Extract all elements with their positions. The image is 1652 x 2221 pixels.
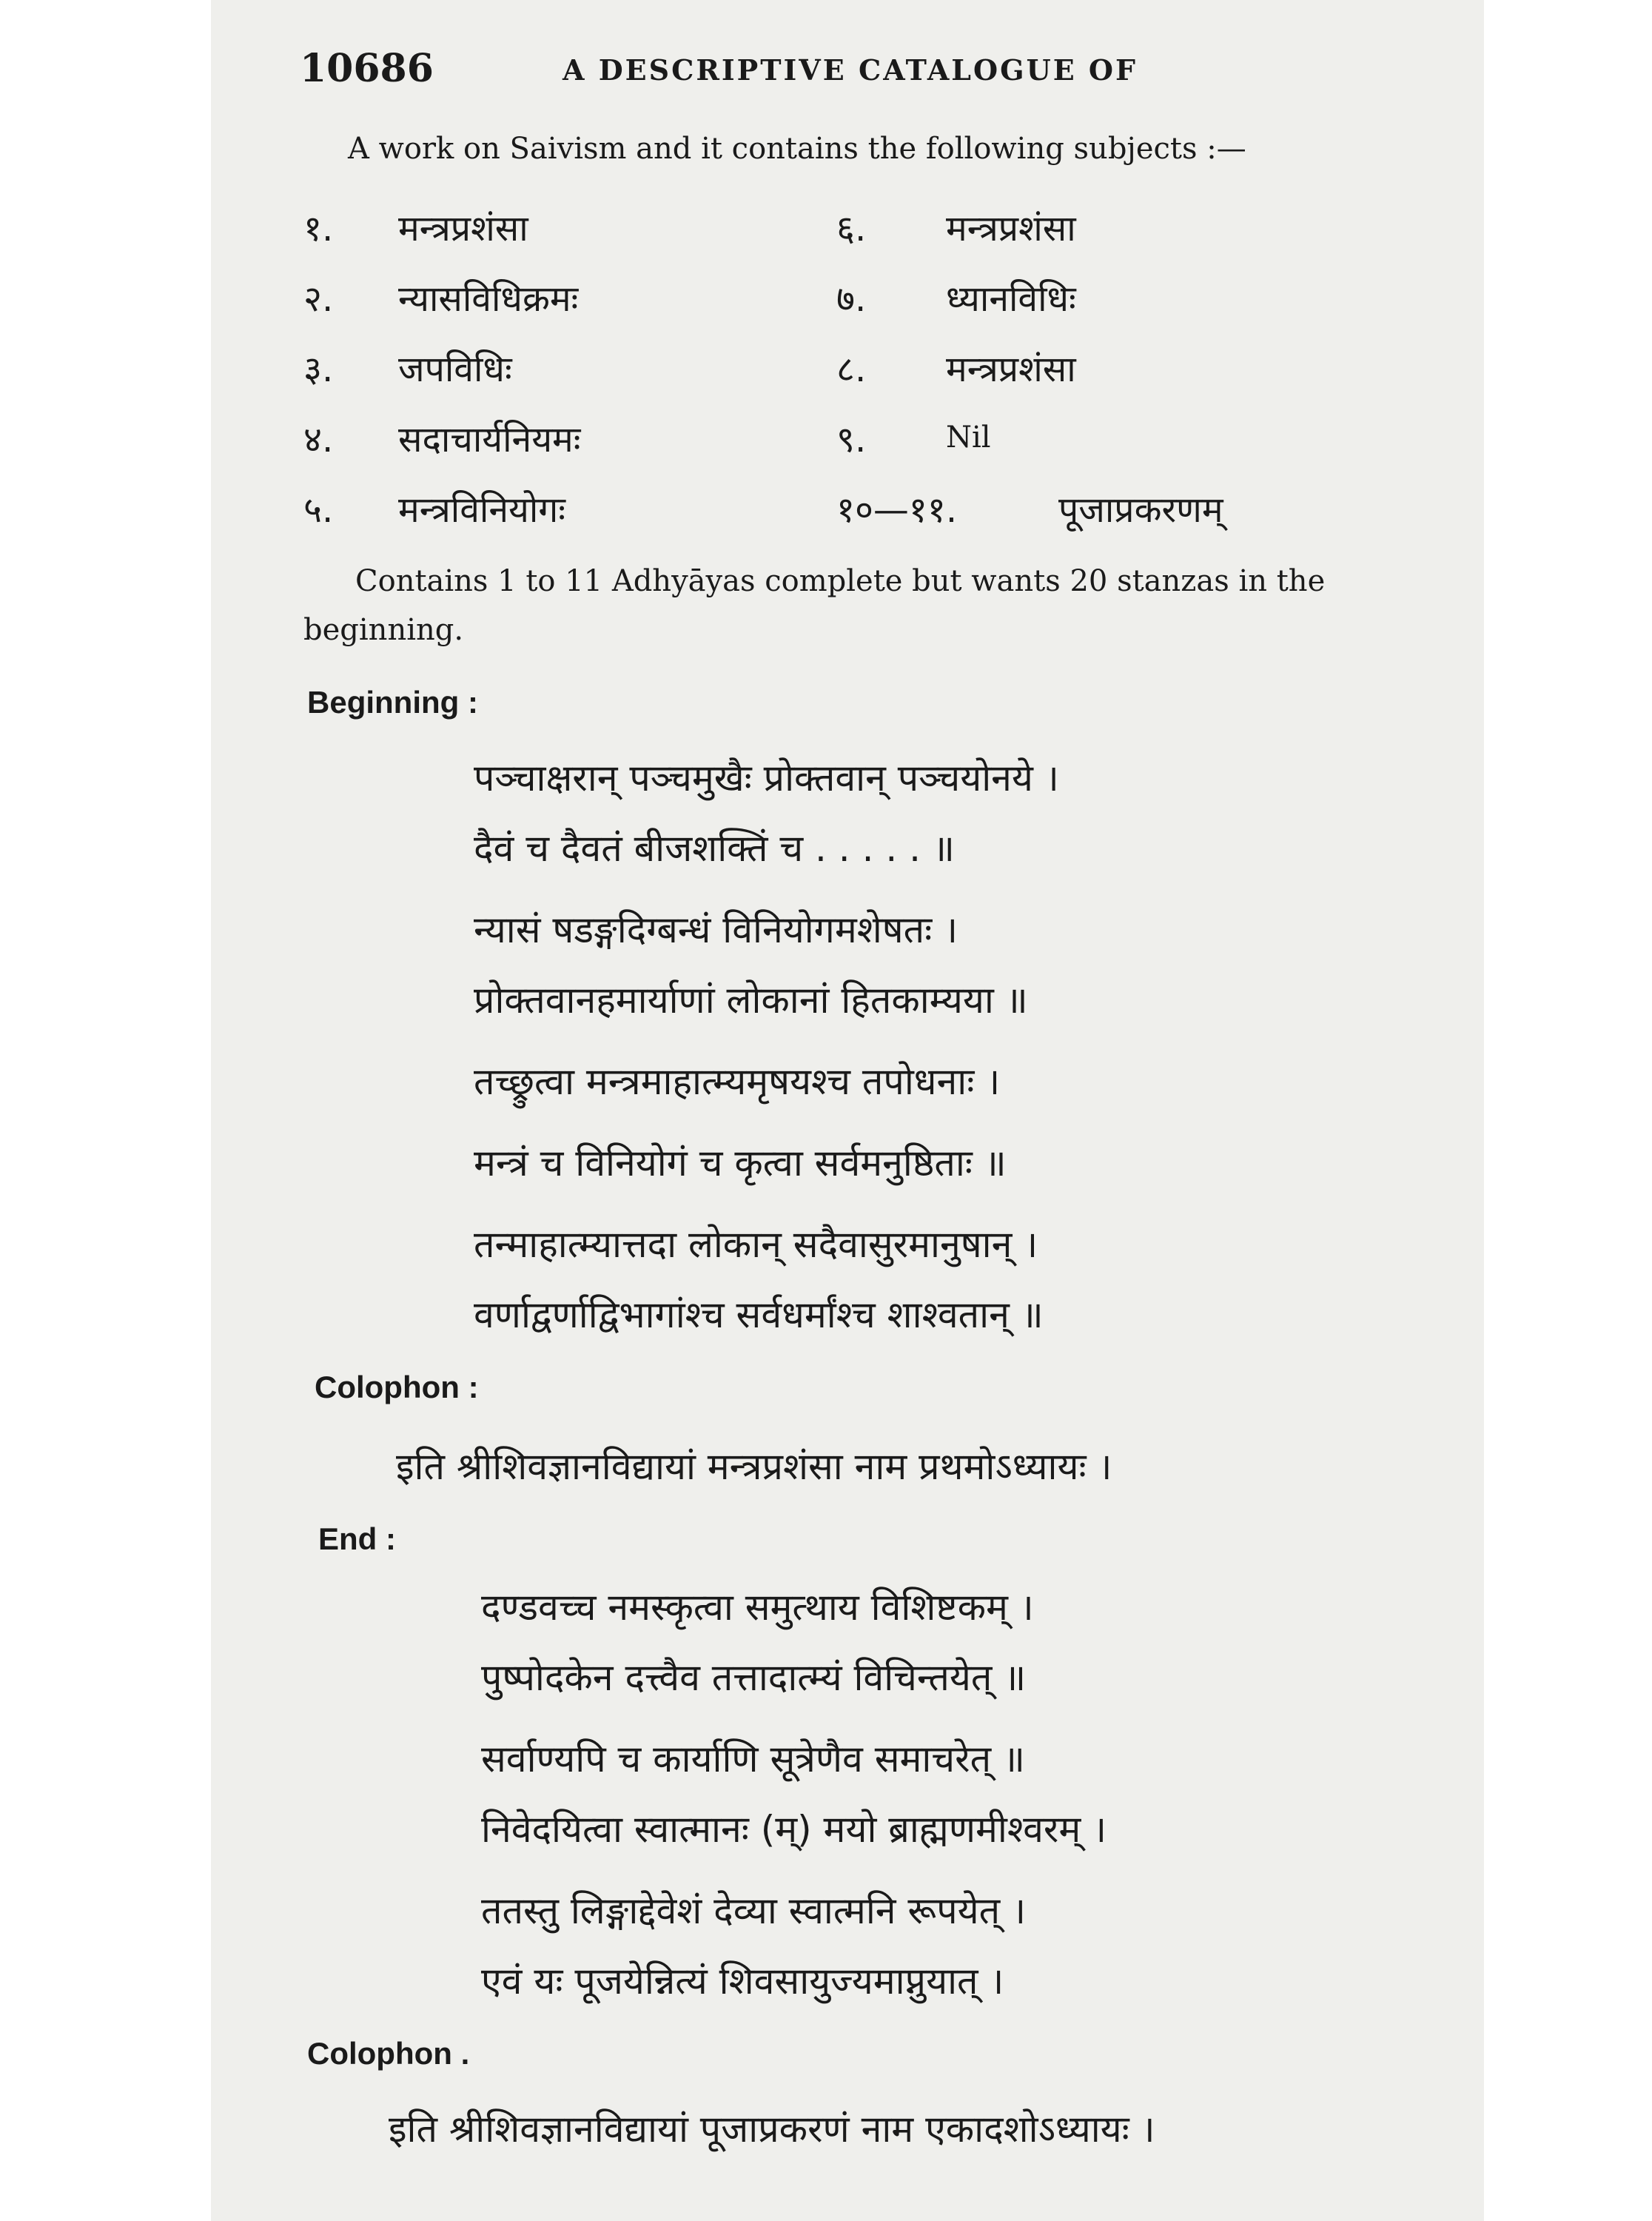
subject-number: २. bbox=[303, 278, 334, 320]
contents-note-line: Contains 1 to 11 Adhyāyas complete but wants 20 stanzas in the bbox=[355, 564, 1326, 598]
verse-line: तच्छ्रुत्वा मन्त्रमाहात्म्यमृषयश्च तपोधनाः । bbox=[474, 1060, 1001, 1103]
subject-text: मन्त्रप्रशंसा bbox=[946, 349, 1076, 390]
subject-number: ८. bbox=[836, 349, 867, 390]
subject-number: ३. bbox=[303, 349, 334, 390]
subject-text: न्यासविधिक्रमः bbox=[398, 278, 579, 320]
verse-line: वर्णाद्वर्णाद्विभागांश्च सर्वधर्मांश्च शाश्वतान् ॥ bbox=[474, 1293, 1044, 1336]
beginning-label: Beginning : bbox=[307, 685, 478, 720]
colophon-text: इति श्रीशिवज्ञानविद्यायां मन्त्रप्रशंसा नाम प्रथमोऽध्यायः । bbox=[396, 1445, 1112, 1488]
subject-text: मन्त्रविनियोगः bbox=[398, 489, 565, 531]
running-title: A DESCRIPTIVE CATALOGUE OF bbox=[563, 53, 1138, 87]
subject-text: ध्यानविधिः bbox=[946, 278, 1076, 320]
colophon-label: Colophon : bbox=[315, 1370, 479, 1404]
verse-line: सर्वाण्यपि च कार्याणि सूत्रेणैव समाचरेत् ॥ bbox=[481, 1738, 1025, 1781]
subject-number: ७. bbox=[836, 278, 867, 320]
subject-number: ५. bbox=[303, 489, 334, 531]
page-number: 10686 bbox=[300, 46, 434, 91]
intro-text: A work on Saivism and it contains the following subjects :— bbox=[348, 132, 1246, 166]
subject-text: पूजाप्रकरणम् bbox=[1058, 489, 1223, 531]
verse-line: निवेदयित्वा स्वात्मानः (म्) मयो ब्राह्मणमीश्वरम् । bbox=[481, 1808, 1107, 1851]
verse-line: दैवं च दैवतं बीजशक्तिं च . . . . . ॥ bbox=[474, 827, 955, 870]
verse-line: ततस्तु लिङ्गाद्देवेशं देव्या स्वात्मनि रूपयेत् । bbox=[481, 1889, 1027, 1932]
contents-note-line: beginning. bbox=[303, 613, 464, 647]
subject-text: जपविधिः bbox=[398, 349, 512, 390]
verse-line: तन्माहात्म्यात्तदा लोकान् सदैवासुरमानुषान् । bbox=[474, 1223, 1038, 1266]
subject-number: १. bbox=[303, 208, 334, 249]
verse-line: दण्डवच्च नमस्कृत्वा समुत्थाय विशिष्टकम् । bbox=[481, 1586, 1034, 1629]
verse-line: एवं यः पूजयेन्नित्यं शिवसायुज्यमाप्नुयात् । bbox=[481, 1960, 1004, 2003]
colophon-label: Colophon . bbox=[307, 2036, 470, 2071]
subject-text: Nil bbox=[946, 421, 991, 455]
verse-line: न्यासं षडङ्गदिग्बन्धं विनियोगमशेषतः । bbox=[474, 908, 958, 951]
subject-text: सदाचार्यनियमः bbox=[398, 419, 581, 460]
verse-line: मन्त्रं च विनियोगं च कृत्वा सर्वमनुष्ठिताः ॥ bbox=[474, 1142, 1007, 1185]
subject-number: १०—११. bbox=[836, 489, 958, 531]
end-label: End : bbox=[318, 1521, 396, 1556]
subject-number: ९. bbox=[836, 419, 867, 460]
subject-text: मन्त्रप्रशंसा bbox=[398, 208, 528, 249]
subject-number: ६. bbox=[836, 208, 867, 249]
subject-number: ४. bbox=[303, 419, 334, 460]
subject-text: मन्त्रप्रशंसा bbox=[946, 208, 1076, 249]
verse-line: प्रोक्तवानहमार्याणां लोकानां हितकाम्यया ॥ bbox=[474, 979, 1028, 1022]
verse-line: पञ्चाक्षरान् पञ्चमुखैः प्रोक्तवान् पञ्चयोनये । bbox=[474, 757, 1059, 800]
colophon-text: इति श्रीशिवज्ञानविद्यायां पूजाप्रकरणं नाम एकादशोऽध्यायः । bbox=[389, 2108, 1155, 2151]
verse-line: पुष्पोदकेन दत्त्वैव तत्तादात्म्यं विचिन्तयेत् ॥ bbox=[481, 1656, 1027, 1699]
